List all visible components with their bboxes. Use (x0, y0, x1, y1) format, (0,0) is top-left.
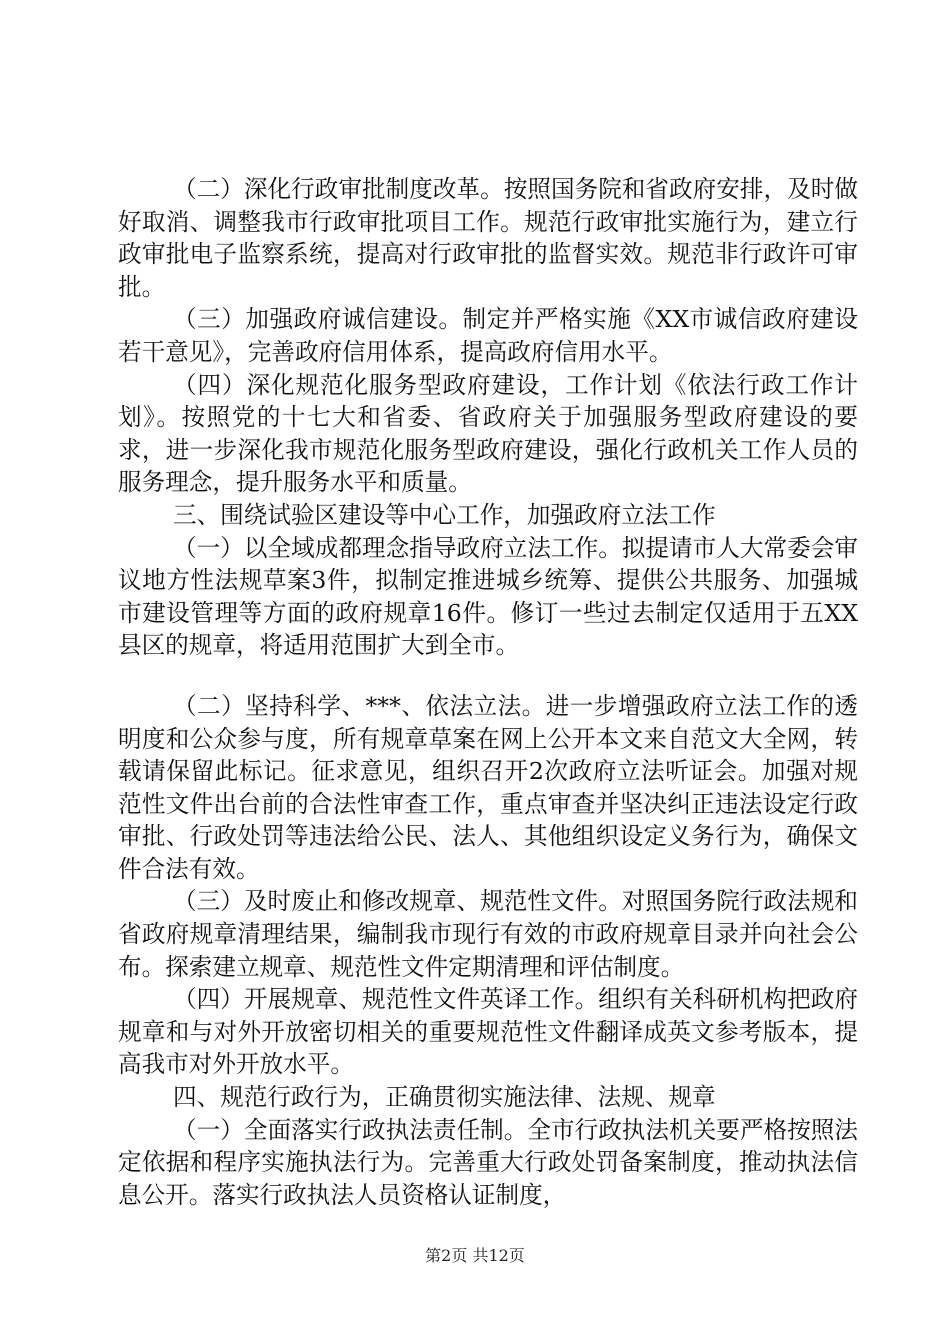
paragraph-2-2: （二）深化行政审批制度改革。按照国务院和省政府安排，及时做好取消、调整我市行政审批项目工作。规范行政审批实施行为，建立行政审批电子监察系统，提高对行政审批的监督实效。规范非行政许可审批。 (118, 175, 858, 301)
paragraph-3-4: （四）开展规章、规范性文件英译工作。组织有关科研机构把政府规章和与对外开放密切相关的重要规范性文件翻译成英文参考版本，提高我市对外开放水平。 (118, 985, 858, 1079)
paragraph-spacer (118, 662, 858, 690)
paragraph-3-2: （二）坚持科学、***、依法立法。进一步增强政府立法工作的透明度和公众参与度，所有规章草案在网上公开本文来自范文大全网，转载请保留此标记。征求意见，组织召开2次政府立法听证会。加强对规范性文件出台前的合法性审查工作，重点审查并坚决纠正违法设定行政审批、行政处罚等违法给公民、法人、其他组织设定义务行为，确保文件合法有效。 (118, 691, 858, 883)
paragraph-3-1: （一）以全域成都理念指导政府立法工作。拟提请市人大常委会审议地方性法规草案3件，拟制定推进城乡统筹、提供公共服务、加强城市建设管理等方面的政府规章16件。修订一些过去制定仅适用于五XX县区的规章，将适用范围扩大到全市。 (118, 533, 858, 660)
document-body (118, 173, 858, 1211)
paragraph-2-3: （三）加强政府诚信建设。制定并严格实施《XX市诚信政府建设若干意见》，完善政府信用体系，提高政府信用水平。 (118, 305, 858, 366)
section-heading-4: 四、规范行政行为，正确贯彻实施法律、法规、规章 (173, 1083, 716, 1112)
page-number-footer: 第2页 共12页 (425, 1246, 525, 1265)
paragraph-4-1: （一）全面落实行政执法责任制。全市行政执法机关要严格按照法定依据和程序实施执法行为。完善重大行政处罚备案制度，推动执法信息公开。落实行政执法人员资格认证制度， (118, 1115, 858, 1209)
paragraph-3-3: （三）及时废止和修改规章、规范性文件。对照国务院行政法规和省政府规章清理结果，编制我市现行有效的市政府规章目录并向社会公布。探索建立规章、规范性文件定期清理和评估制度。 (118, 887, 858, 981)
paragraph-2-4: （四）深化规范化服务型政府建设，工作计划《依法行政工作计划》。按照党的十七大和省委、省政府关于加强服务型政府建设的要求，进一步深化我市规范化服务型政府建设，强化行政机关工作人员的服务理念，提升服务水平和质量。 (118, 370, 858, 497)
section-heading-3: 三、围绕试验区建设等中心工作，加强政府立法工作 (173, 500, 716, 529)
